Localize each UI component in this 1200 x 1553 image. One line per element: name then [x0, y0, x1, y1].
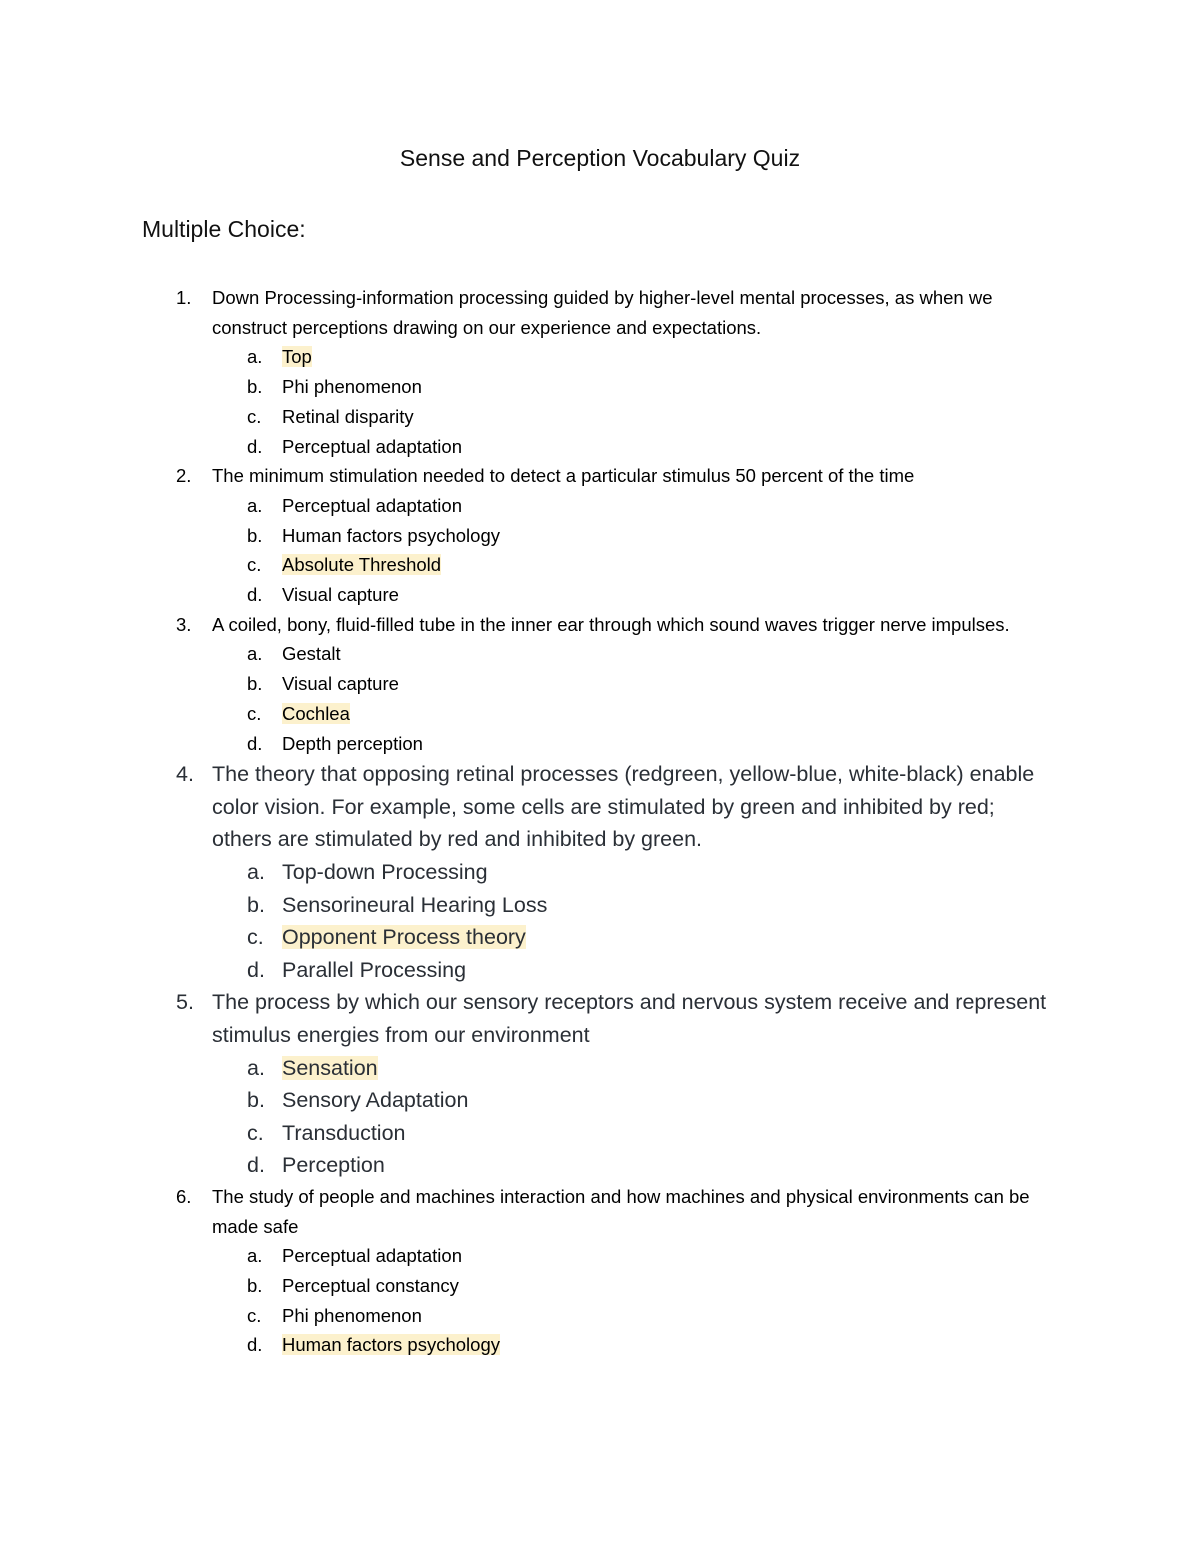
option-a: [212, 639, 1050, 669]
question-number: 2.: [176, 465, 192, 487]
option-letter: c.: [247, 1120, 264, 1145]
option-text: Gestalt: [282, 643, 341, 665]
option-c: [212, 1301, 1050, 1331]
section-heading: Multiple Choice:: [142, 216, 306, 242]
question-4: [0, 758, 1200, 986]
option-text: Perceptual adaptation: [282, 494, 462, 516]
option-text: Perception: [282, 1153, 385, 1178]
option-b: [212, 1271, 1050, 1301]
option-a: [212, 856, 1050, 889]
page-title: Sense and Perception Vocabulary Quiz: [399, 145, 801, 171]
option-letter: a.: [247, 346, 263, 368]
question-number: 4.: [176, 762, 194, 787]
option-letter: b.: [247, 376, 263, 398]
option-text: Visual capture: [282, 584, 399, 606]
option-letter: d.: [247, 957, 265, 982]
question-number: 6.: [176, 1185, 192, 1207]
option-text: Human factors psychology: [282, 1334, 500, 1356]
option-d: [212, 432, 1050, 462]
option-letter: d.: [247, 1334, 263, 1356]
option-text: Depth perception: [282, 732, 423, 754]
option-d: [212, 580, 1050, 610]
option-list: [212, 491, 1050, 610]
question-text: The minimum stimulation needed to detect a particular stimulus 50 percent of the time: [212, 465, 915, 487]
option-text: Phi phenomenon: [282, 1304, 422, 1326]
question-number: 1.: [176, 287, 192, 308]
question-number: 3.: [176, 613, 192, 635]
option-letter: c.: [247, 405, 262, 427]
question-text: The process by which our sensory receptors and nervous system receive and represent stimulus energies from our environment: [212, 990, 1047, 1047]
option-d: [212, 729, 1050, 759]
option-b: [212, 1084, 1050, 1117]
option-letter: d.: [247, 1153, 265, 1178]
option-c: [212, 550, 1050, 580]
option-letter: c.: [247, 925, 264, 950]
option-letter: b.: [247, 1088, 265, 1113]
option-letter: c.: [247, 554, 262, 576]
option-letter: a.: [247, 1245, 263, 1267]
option-letter: d.: [247, 584, 263, 606]
option-list: [212, 1241, 1050, 1360]
option-b: [212, 669, 1050, 699]
option-c: [212, 921, 1050, 954]
option-text: Parallel Processing: [282, 957, 467, 982]
option-list: [212, 639, 1050, 758]
option-c: [212, 1117, 1050, 1150]
option-letter: a.: [247, 1055, 265, 1080]
option-list: [212, 342, 1050, 461]
option-text: Perceptual constancy: [282, 1275, 459, 1297]
option-letter: a.: [247, 494, 263, 516]
option-c: [212, 402, 1050, 432]
option-text: Top: [282, 346, 312, 368]
option-b: [212, 521, 1050, 551]
option-b: [212, 889, 1050, 922]
option-d: [212, 1330, 1050, 1360]
option-text: Top-down Processing: [282, 860, 488, 885]
option-text: Absolute Threshold: [282, 554, 442, 576]
option-list: [212, 1052, 1050, 1182]
option-text: Human factors psychology: [282, 524, 500, 546]
question-text: Down Processing-information processing guided by higher-level mental processes, as when we construct perceptions drawing on our experience and expectations.: [212, 287, 993, 338]
option-b: [212, 372, 1050, 402]
option-a: [212, 1241, 1050, 1271]
question-1: [0, 283, 1200, 461]
question-5: [0, 986, 1200, 1182]
question-text: The study of people and machines interaction and how machines and physical environments can be made safe: [212, 1185, 1030, 1237]
option-letter: a.: [247, 643, 263, 665]
option-a: [212, 1052, 1050, 1085]
question-text: A coiled, bony, fluid-filled tube in the inner ear through which sound waves trigger nerve impulses.: [212, 613, 1010, 635]
option-text: Phi phenomenon: [282, 376, 422, 398]
option-a: [212, 342, 1050, 372]
option-text: Perceptual adaptation: [282, 435, 462, 457]
question-text: The theory that opposing retinal processes (redgreen, yellow-blue, white-black) enable color vision. For example, some cells are stimulated by green and inhibited by red; others are stimulated by red and inhibited by green.: [212, 762, 1035, 852]
option-text: Sensorineural Hearing Loss: [282, 892, 548, 917]
option-c: [212, 699, 1050, 729]
question-2: [0, 461, 1200, 610]
option-text: Transduction: [282, 1120, 406, 1145]
option-text: Perceptual adaptation: [282, 1245, 462, 1267]
option-letter: a.: [247, 860, 265, 885]
option-list: [212, 856, 1050, 986]
option-text: Visual capture: [282, 673, 399, 695]
option-text: Cochlea: [282, 702, 350, 724]
option-letter: b.: [247, 1275, 263, 1297]
option-text: Retinal disparity: [282, 405, 414, 427]
option-text: Sensation: [282, 1055, 378, 1080]
option-letter: c.: [247, 1304, 262, 1326]
question-number: 5.: [176, 990, 194, 1015]
option-letter: b.: [247, 524, 263, 546]
option-a: [212, 491, 1050, 521]
option-d: [212, 1149, 1050, 1182]
option-letter: d.: [247, 732, 263, 754]
question-list: [0, 283, 1200, 1360]
option-letter: d.: [247, 435, 263, 457]
option-letter: b.: [247, 892, 265, 917]
question-3: [0, 610, 1200, 759]
question-6: [0, 1182, 1200, 1360]
option-d: [212, 954, 1050, 987]
option-text: Sensory Adaptation: [282, 1088, 469, 1113]
option-letter: b.: [247, 673, 263, 695]
option-letter: c.: [247, 702, 262, 724]
option-text: Opponent Process theory: [282, 925, 526, 950]
